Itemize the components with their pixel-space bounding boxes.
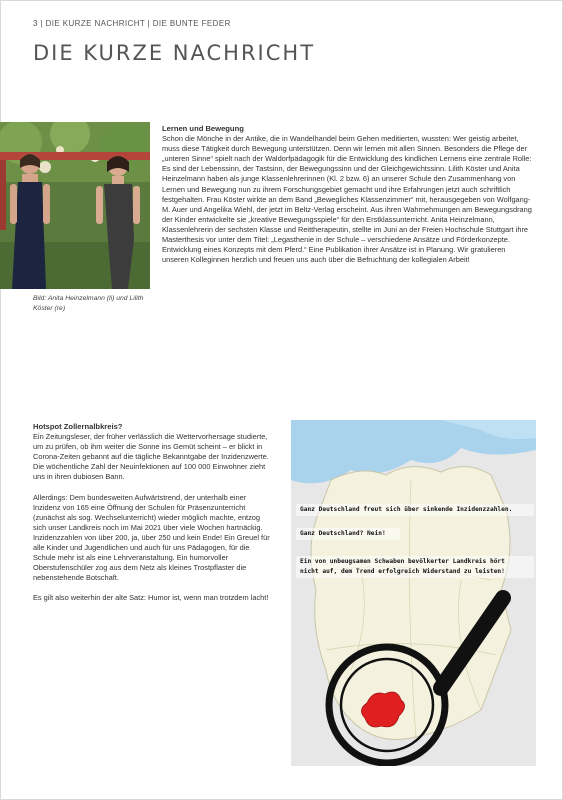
article-lernen-und-bewegung xyxy=(162,124,532,265)
photo-caption: Bild: Anita Heinzelmann (li) und Lilith Köster (re) xyxy=(33,295,144,312)
article-paragraph: Allerdings: Dem bundesweiten Aufwärtstrend, der unterhalb einer Inzidenz von 165 eine Öffnung der Schulen für Präsenzunterricht (zunächst als sog. Wechselunterricht) wieder möglich machte, entzog sich unser Landkreis noch im Mai 2021 über viele Wochen hartnäckig. Inzidenzzahlen von über 200, ja, über 250 und kein Ende! Ein Greuel für alle Kinder und Jugendlichen und auch für uns Pädagogen, für die Schule mehr ist als eine Lehrveranstaltung. Ein humorvoller Oberstufenschüler zog aus dem Netz als kleines Trostpflaster die nebenstehende Botschaft. xyxy=(33,492,270,583)
article-heading: Lernen und Bewegung xyxy=(162,124,244,133)
article-heading: Hotspot Zollernalbkreis? xyxy=(33,422,123,431)
article-hotspot-zollernalbkreis xyxy=(33,422,273,604)
map-caption-line: Ganz Deutschland? Nein! xyxy=(300,530,386,537)
germany-map-illustration xyxy=(291,420,536,766)
teachers-photo xyxy=(0,122,150,289)
article-paragraph: Ein Zeitungsleser, der früher verlässlich die Wettervorhersage studierte, um zu prüfen, ob ihm weiter die Sonne ins Gemüt scheint – er blickt in Corona-Zeiten gebannt auf die tägliche Bekanntgabe der Inzidenzwerte. Die wöchentliche Zahl der Neuinfektionen auf 100 000 Einwohner zieht uns in ihren dubiosen Bann. xyxy=(33,432,269,482)
map-caption-line: Ein von unbeugsamen Schwaben bevölkerter Landkreis hört xyxy=(300,558,505,565)
map-caption-line: Ganz Deutschland freut sich über sinkende Inzidenzzahlen. xyxy=(300,506,513,513)
page-title: DIE KURZE NACHRICHT xyxy=(33,41,316,65)
germany-map-meme xyxy=(291,420,536,766)
map-caption-line: nicht auf, dem Trend erfolgreich Widerstand zu leisten! xyxy=(300,568,505,575)
teachers-photo-illustration xyxy=(0,122,150,289)
article-body: Schon die Mönche in der Antike, die in Wandelhandel beim Gehen meditierten, wussten: Wer geistig arbeitet, muss diese Tätigkeit durch Bewegung unterstützen. Denn wir lernen mit allen Sinnen. Besonders die Pflege der „unteren Sinne“ spielt nach der Waldorfpädagogik für die Entwicklung des kindlichen Lernens eine zentrale Rolle: Es sind der Lebenssinn, der Tastsinn, der Bewegungssinn und der Gleichgewichtssinn. Lilith Köster und Anita Heinzelmann haben als junge Klassenlehrerinnen (Kl. 2 bzw. 6) an unserer Schule den Zusammenhang von Lernen und Bewegung nun zu ihrem Forschungsgebiet gemacht und ihre Erfahrungen jetzt auch schriftlich festgehalten. Frau Köster wirkte an dem Band „Bewegliches Klassenzimmer“ mit, herausgegeben von Wolfgang-M. Auer und Angelika Wiehl, der jetzt im Beltz-Verlag erscheint. Aus ihren Wahrnehmungen am Bewegungsdrang der Kinder entwickelte sie „kreative Bewegungsspiele“ für den Erstklassunterricht. Anita Heinzelmann, Klassenlehrerin der sechsten Klasse und Reittherapeutin, stellte im Juni an der Freien Hochschule Stuttgart ihre Masterthesis vor unter dem Titel: „Legasthenie in der Schule – verschiedene Ansätze und Förderkonzepte. Entwicklung eines Konzepts mit dem Pferd.“ Eine Publikation ihrer Ansätze ist in Planung. Wir gratulieren unseren Kolleginnen herzlich und freuen uns auch über die Befruchtung der kollegialen Arbeit! xyxy=(162,134,532,265)
running-head: 3 | DIE KURZE NACHRICHT | DIE BUNTE FEDER xyxy=(33,19,231,28)
article-paragraph: Es gilt also weiterhin der alte Satz: Humor ist, wenn man trotzdem lacht! xyxy=(33,593,269,603)
